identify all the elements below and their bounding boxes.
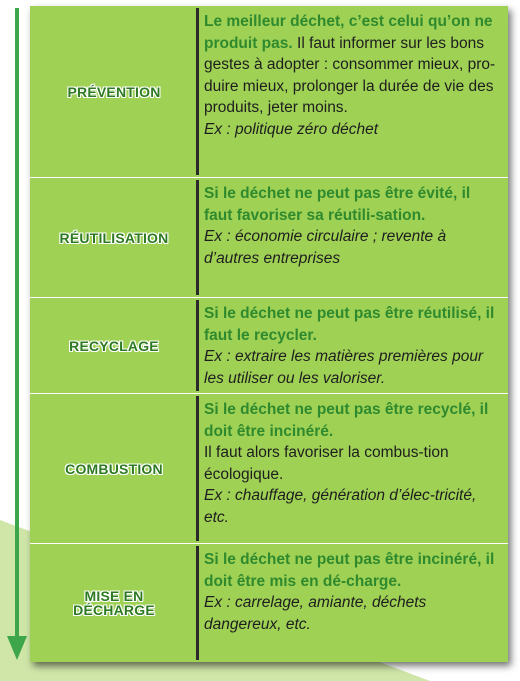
row-divider xyxy=(196,546,199,660)
row-lead: Si le déchet ne peut pas être réutilisé, il faut le recycler. xyxy=(204,305,495,344)
row-text xyxy=(204,303,502,389)
row-text xyxy=(204,549,502,635)
row-combustion xyxy=(30,394,508,544)
row-lead: Si le déchet ne peut pas être recyclé, il doit être incinéré. xyxy=(204,401,489,440)
row-body: Il faut informer sur les bons gestes à adopter : consommer mieux, pro-duire mieux, prolonger la durée de vie des produits, jeter moins. xyxy=(204,34,496,116)
row-lead: Si le déchet ne peut pas être évité, il faut favoriser sa réutili-sation. xyxy=(204,185,471,224)
row-example: Ex : extraire les matières premières pour les utiliser ou les valoriser. xyxy=(204,348,484,387)
row-divider xyxy=(196,8,199,175)
row-example: Ex : chauffage, génération d’élec-tricité, etc. xyxy=(204,487,477,526)
row-text xyxy=(204,183,502,269)
row-divider xyxy=(196,300,199,391)
row-label: MISE EN DÉCHARGE xyxy=(73,588,155,618)
row-body: Il faut alors favoriser la combus-tion écologique. xyxy=(204,444,449,483)
row-mise-en-decharge xyxy=(30,544,508,662)
row-example: Ex : économie circulaire ; revente à d’autres entreprises xyxy=(204,228,447,267)
row-text xyxy=(204,399,502,528)
row-example: Ex : politique zéro déchet xyxy=(204,120,379,138)
row-label: PRÉVENTION xyxy=(67,84,161,100)
row-label: RECYCLAGE xyxy=(69,338,159,354)
row-divider xyxy=(196,180,199,295)
row-reutilisation xyxy=(30,178,508,298)
row-divider xyxy=(196,396,199,541)
row-prevention xyxy=(30,6,508,178)
waste-hierarchy-table xyxy=(30,6,508,662)
row-label: RÉUTILISATION xyxy=(59,230,169,246)
row-label: COMBUSTION xyxy=(65,461,163,477)
row-lead: Si le déchet ne peut pas être incinéré, il doit être mis en dé-charge. xyxy=(204,551,495,590)
row-text xyxy=(204,11,502,140)
row-recyclage xyxy=(30,298,508,394)
row-lead: Le meilleur déchet, c’est celui qu’on ne produit pas. xyxy=(204,13,493,52)
row-example: Ex : carrelage, amiante, déchets dangereux, etc. xyxy=(204,594,427,633)
